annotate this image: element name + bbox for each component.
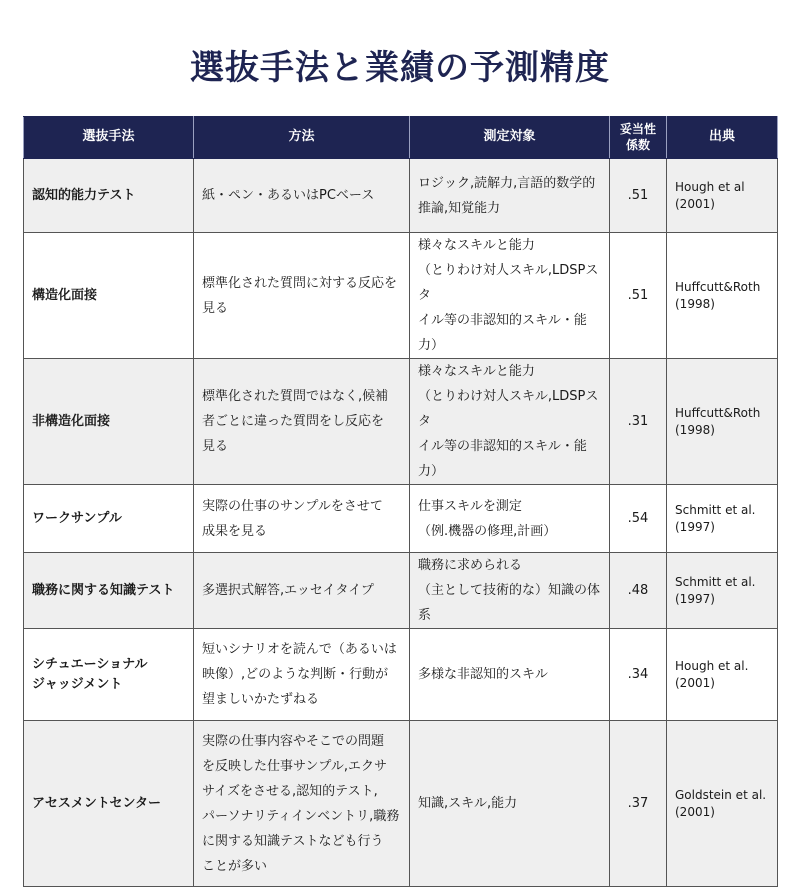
- source: Hough et al (2001): [667, 159, 778, 233]
- method-procedure: 短いシナリオを読んで（あるいは 映像）,どのような判断・行動が 望ましいかたずねる: [194, 629, 410, 721]
- source: Schmitt et al. (1997): [667, 553, 778, 629]
- measured-target: 仕事スキルを測定 （例.機器の修理,計画）: [410, 485, 610, 553]
- method-name: 構造化面接: [24, 233, 194, 359]
- header-method-name: 選抜手法: [24, 117, 194, 159]
- measured-target: 職務に求められる （主として技術的な）知識の体系: [410, 553, 610, 629]
- measured-target: 知識,スキル,能力: [410, 721, 610, 887]
- table-row: [24, 553, 778, 629]
- method-name: 職務に関する知識テスト: [24, 553, 194, 629]
- validity-coefficient: .54: [610, 485, 667, 553]
- validity-coefficient: .51: [610, 159, 667, 233]
- header-procedure: 方法: [194, 117, 410, 159]
- method-procedure: 実際の仕事内容やそこでの問題 を反映した仕事サンプル,エクサ サイズをさせる,認知的テスト, パーソナリティインベントリ,職務 に関する知識テストなども行う ことが多い: [194, 721, 410, 887]
- source: Goldstein et al. (2001): [667, 721, 778, 887]
- source: Hough et al. (2001): [667, 629, 778, 721]
- source: Huffcutt&Roth (1998): [667, 233, 778, 359]
- source: Schmitt et al. (1997): [667, 485, 778, 553]
- table-row: [24, 233, 778, 359]
- table-row: [24, 629, 778, 721]
- method-name: シチュエーショナル ジャッジメント: [24, 629, 194, 721]
- header-source: 出典: [667, 117, 778, 159]
- measured-target: 様々なスキルと能力 （とりわけ対人スキル,LDSPスタ イル等の非認知的スキル・能力）: [410, 359, 610, 485]
- measured-target: 多様な非認知的スキル: [410, 629, 610, 721]
- measured-target: ロジック,読解力,言語的数学的 推論,知覚能力: [410, 159, 610, 233]
- header-validity: 妥当性 係数: [610, 117, 667, 159]
- method-name: 非構造化面接: [24, 359, 194, 485]
- method-name: 認知的能力テスト: [24, 159, 194, 233]
- validity-coefficient: .34: [610, 629, 667, 721]
- header-target: 測定対象: [410, 117, 610, 159]
- table-row: [24, 159, 778, 233]
- method-procedure: 標準化された質問に対する反応を 見る: [194, 233, 410, 359]
- table-row: [24, 721, 778, 887]
- method-procedure: 標準化された質問ではなく,候補 者ごとに違った質問をし反応を 見る: [194, 359, 410, 485]
- header-row: [24, 117, 778, 159]
- page-title: 選抜手法と業績の予測精度: [190, 48, 610, 88]
- selection-methods-table: [23, 116, 778, 887]
- method-procedure: 実際の仕事のサンプルをさせて 成果を見る: [194, 485, 410, 553]
- measured-target: 様々なスキルと能力 （とりわけ対人スキル,LDSPスタ イル等の非認知的スキル・能力）: [410, 233, 610, 359]
- source: Huffcutt&Roth (1998): [667, 359, 778, 485]
- method-procedure: 紙・ペン・あるいはPCベース: [194, 159, 410, 233]
- method-procedure: 多選択式解答,エッセイタイプ: [194, 553, 410, 629]
- validity-coefficient: .37: [610, 721, 667, 887]
- validity-coefficient: .31: [610, 359, 667, 485]
- table-row: [24, 359, 778, 485]
- validity-coefficient: .48: [610, 553, 667, 629]
- table-row: [24, 485, 778, 553]
- method-name: ワークサンプル: [24, 485, 194, 553]
- validity-coefficient: .51: [610, 233, 667, 359]
- method-name: アセスメントセンター: [24, 721, 194, 887]
